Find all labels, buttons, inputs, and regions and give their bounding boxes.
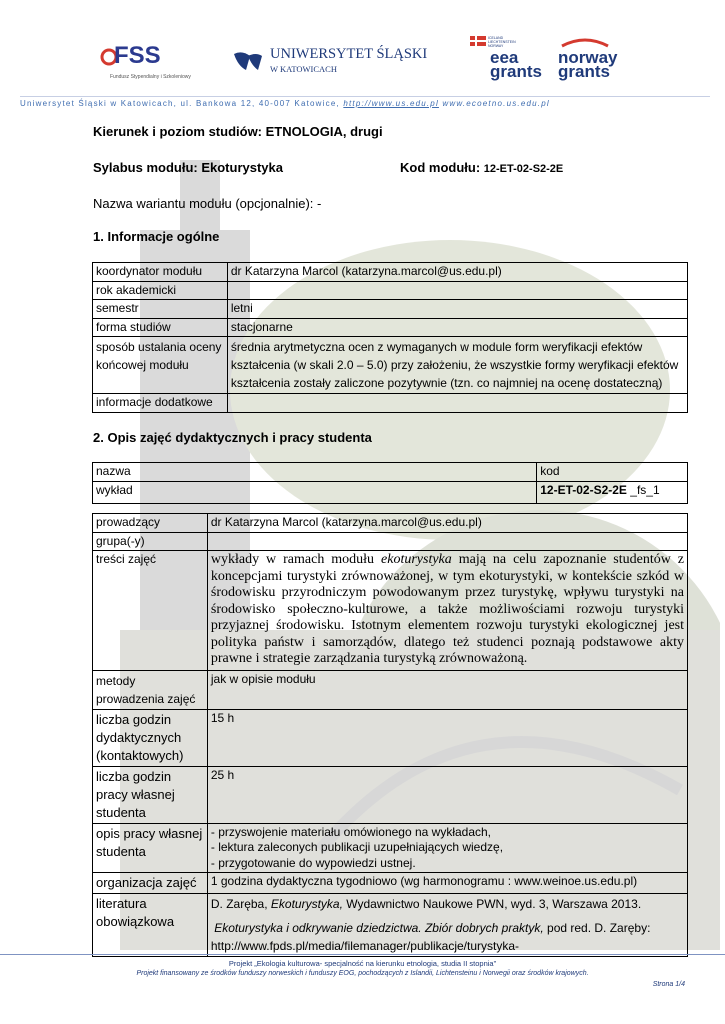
section-general-info-heading: 1. Informacje ogólne xyxy=(93,229,220,244)
column-header-name: nazwa xyxy=(93,463,537,482)
course-content xyxy=(207,551,687,671)
table-row xyxy=(93,394,688,413)
address-line xyxy=(20,96,710,108)
info-label: forma studiów xyxy=(93,318,228,337)
class-details-table xyxy=(92,513,688,957)
section-class-description-heading: 2. Opis zajęć dydaktycznych i pracy studenta xyxy=(93,430,372,445)
course-content-body: mają na celu zapoznanie studentów z koncepcjami turystyki zrównoważonej, w tym ekoturystyki, w kontekście szkód w środowisku przyrodniczym powodowanym przez turystykę, wpływu turystyki na środowisko społeczno-kulturowe, a także możliwościami rozwoju turystyki przyjaznej środowisku. Istotnym elementem rozwoju turystyki ekologicznej jest polityka państw i samorządów, dlatego też studenci poznają podstawowe akty prawne i strategie zarządzania turystyką zrównoważoną. xyxy=(210,552,684,666)
info-label: koordynator modułu xyxy=(93,263,228,282)
norway-grants-logo xyxy=(556,38,636,84)
general-info-table xyxy=(92,262,688,413)
norway-swoosh-icon xyxy=(560,38,610,48)
table-row xyxy=(93,281,688,300)
table-row xyxy=(93,766,688,823)
detail-label: organizacja zajęć xyxy=(93,873,208,894)
class-code-table xyxy=(92,462,688,504)
module-code-heading xyxy=(400,160,563,175)
norway-word: norway xyxy=(558,48,618,67)
university-logo xyxy=(232,46,428,82)
info-label: sposób ustalania oceny końcowej modułu xyxy=(93,337,228,394)
table-row xyxy=(93,709,688,766)
class-code xyxy=(537,481,688,503)
table-row xyxy=(93,318,688,337)
literature-item xyxy=(211,895,684,913)
fss-logo-subtitle: Fundusz Stypendialny i Szkoleniowy xyxy=(110,74,191,80)
detail-label: opis pracy własnej studenta xyxy=(93,823,208,873)
table-row xyxy=(93,670,688,709)
literature-url[interactable]: http://www.fpds.pl/media/filemanager/publikacje/turystyka- xyxy=(210,939,520,953)
list-item: - przyswojenie materiału omówionego na wykładach, xyxy=(210,824,492,839)
syllabus-title: Sylabus modułu: Ekoturystyka xyxy=(93,160,283,175)
literature-list xyxy=(207,894,687,957)
project-website[interactable]: www.ecoetno.us.edu.pl xyxy=(442,99,550,108)
info-label: semestr xyxy=(93,300,228,319)
table-row xyxy=(93,873,688,894)
footer-funding: Projekt finansowany ze środków funduszy norweskich i funduszy EOG, pochodzących z Islandii, Lichtensteinu i Norwegii oraz środków krajowych. xyxy=(136,970,589,977)
table-row xyxy=(93,551,688,671)
address-text: Uniwersytet Śląski w Katowicach, ul. Bankowa 12, 40-007 Katowice, xyxy=(20,99,340,108)
eea-countries: ICELAND LIECHTENSTEIN NORWAY xyxy=(488,36,516,48)
literature-editor: pod red. D. Zaręby: xyxy=(543,921,651,935)
module-code-label: Kod modułu: xyxy=(400,160,481,175)
detail-label: metody prowadzenia zajęć xyxy=(93,670,208,709)
table-row xyxy=(93,337,688,394)
info-label: informacje dodatkowe xyxy=(93,394,228,413)
field-of-study-heading: Kierunek i poziom studiów: ETNOLOGIA, drugi xyxy=(93,124,383,139)
page-footer xyxy=(0,954,725,988)
module-code-value: 12-ET-02-S2-2E xyxy=(483,163,564,175)
class-code-value: 12-ET-02-S2-2E xyxy=(540,482,627,497)
info-value: letni xyxy=(227,300,687,319)
detail-value: 15 h xyxy=(207,709,687,766)
detail-value: 25 h xyxy=(207,766,687,823)
info-value: średnia arytmetyczna ocen z wymaganych w module form weryfikacji efektów kształcenia (w skali 2.0 – 5.0) przy założeniu, że wszystkie formy weryfikacji efektów kształcenia zostały zaliczone pozytywnie (tzn. co najmniej na ocenę dostateczną) xyxy=(227,337,687,394)
table-row xyxy=(93,894,688,957)
university-mark-icon xyxy=(232,50,264,72)
info-value xyxy=(227,281,687,300)
detail-label: grupa(-y) xyxy=(93,532,208,551)
literature-author: D. Zaręba, xyxy=(210,897,271,911)
self-study-list xyxy=(207,823,687,873)
literature-item xyxy=(211,919,684,937)
table-row xyxy=(93,532,688,551)
university-name: UNIWERSYTET ŚLĄSKI xyxy=(270,46,428,62)
detail-value: 1 godzina dydaktyczna tygodniowo (wg harmonogramu : www.weinoe.us.edu.pl) xyxy=(207,873,687,894)
detail-label: liczba godzin dydaktycznych (kontaktowych) xyxy=(93,709,208,766)
detail-label: literatura obowiązkowa xyxy=(93,894,208,957)
info-value xyxy=(227,394,687,413)
table-row xyxy=(93,463,688,482)
detail-value xyxy=(207,532,687,551)
eea-grants-logo xyxy=(470,36,550,82)
class-code-suffix: _fs_1 xyxy=(626,482,660,497)
page-number: Strona 1/4 xyxy=(652,981,685,988)
class-name: wykład xyxy=(93,481,537,503)
table-row xyxy=(93,823,688,873)
detail-value: dr Katarzyna Marcol (katarzyna.marcol@us.edu.pl) xyxy=(207,514,687,533)
detail-label: liczba godzin pracy własnej studenta xyxy=(93,766,208,823)
info-label: rok akademicki xyxy=(93,281,228,300)
eea-flag-icon xyxy=(470,36,486,46)
fss-logo-text: FSS xyxy=(114,42,161,69)
detail-label: treści zajęć xyxy=(93,551,208,671)
list-item: - lektura zaleconych publikacji uzupełniających wiedzę, xyxy=(210,840,504,854)
university-link[interactable]: http://www.us.edu.pl xyxy=(343,99,439,108)
table-row xyxy=(93,263,688,282)
university-city: W KATOWICACH xyxy=(270,64,337,74)
column-header-code: kod xyxy=(537,463,688,482)
variant-name: Nazwa wariantu modułu (opcjonalnie): - xyxy=(93,196,322,211)
eea-word: eea xyxy=(490,48,519,67)
eea-grants-word: grants xyxy=(490,62,542,81)
info-value: stacjonarne xyxy=(227,318,687,337)
norway-grants-word: grants xyxy=(558,62,610,81)
literature-title: Ekoturystyka i odkrywanie dziedzictwa. Zbiór dobrych praktyk, xyxy=(214,921,544,935)
info-value: dr Katarzyna Marcol (katarzyna.marcol@us.edu.pl) xyxy=(227,263,687,282)
header-logos xyxy=(0,30,725,85)
list-item: - przygotowanie do wypowiedzi ustnej. xyxy=(210,855,416,870)
table-row xyxy=(93,300,688,319)
detail-label: prowadzący xyxy=(93,514,208,533)
table-row xyxy=(93,481,688,503)
course-content-italic: ekoturystyka xyxy=(381,552,452,567)
detail-value: jak w opisie modułu xyxy=(207,670,687,709)
literature-title: Ekoturystyka, xyxy=(270,897,343,911)
literature-publisher: Wydawnictwo Naukowe PWN, wyd. 3, Warszawa 2013. xyxy=(342,897,642,911)
table-row xyxy=(93,514,688,533)
footer-project: Projekt „Ekologia kulturowa- specjalność na kierunku etnologia, studia II stopnia” xyxy=(228,959,497,968)
fss-logo xyxy=(100,42,191,82)
course-content-intro: wykłady w ramach modułu xyxy=(210,552,382,567)
